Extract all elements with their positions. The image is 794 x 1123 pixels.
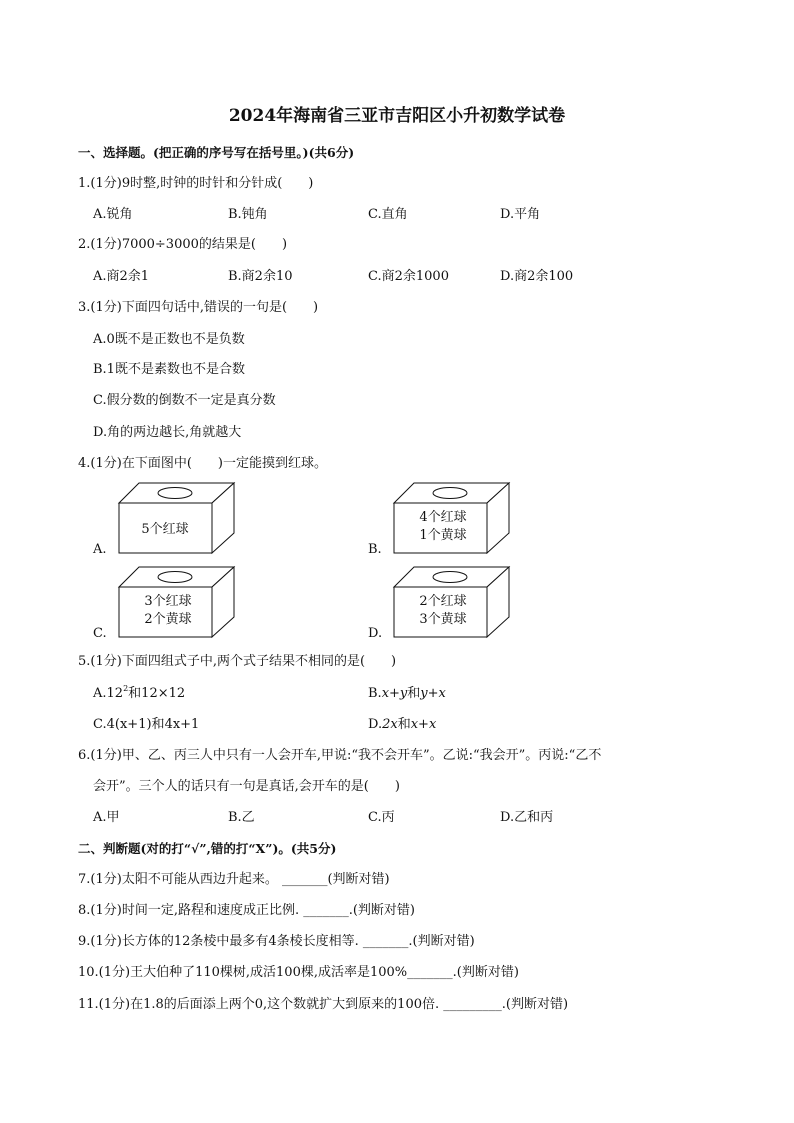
question-2-option-c[interactable]: C.商2余1000 <box>368 269 449 284</box>
judgement-7: 7.(1分)太阳不可能从西边升起来。 _______(判断对错) <box>78 872 390 887</box>
section-2-heading: 二、判断题(对的打“√”,错的打“X”)。(共5分) <box>78 841 337 856</box>
question-4-option-a[interactable]: A. <box>93 542 107 557</box>
question-2-option-d[interactable]: D.商2余100 <box>500 269 574 284</box>
question-3-option-a[interactable]: A.0既不是正数也不是负数 <box>93 332 245 347</box>
question-6-stem-line-1: 6.(1分)甲、乙、丙三人中只有一人会开车,甲说:“我不会开车”。乙说:“我会开”。丙说:“乙不 <box>78 748 602 763</box>
box-b-line-1: 4个红球 <box>419 510 467 525</box>
box-d-line-1: 2个红球 <box>419 594 467 609</box>
question-3-option-c[interactable]: C.假分数的倒数不一定是真分数 <box>93 393 276 408</box>
box-c-line-1: 3个红球 <box>144 594 192 609</box>
question-2-stem: 2.(1分)7000÷3000的结果是( ) <box>78 237 288 252</box>
question-1-option-a[interactable]: A.锐角 <box>93 207 133 222</box>
judgement-10: 10.(1分)王大伯种了110棵树,成活100棵,成活率是100%_______.(判断对错) <box>78 965 519 980</box>
box-b-line-2: 1个黄球 <box>419 528 467 543</box>
question-5-option-d[interactable] <box>368 717 436 733</box>
question-6-option-b[interactable]: B.乙 <box>228 810 255 825</box>
question-1-stem: 1.(1分)9时整,时钟的时针和分针成( ) <box>78 176 314 191</box>
question-1-option-c[interactable]: C.直角 <box>368 207 408 222</box>
box-d-line-2: 3个黄球 <box>419 612 467 627</box>
option-b-and: 和 <box>407 686 421 701</box>
option-d-label: D. <box>368 717 383 732</box>
question-3-stem: 3.(1分)下面四句话中,错误的一句是( ) <box>78 300 319 315</box>
option-c-expr-1: 4(x+1) <box>106 717 152 732</box>
option-d-expr-2: x+x <box>410 717 437 732</box>
question-6-option-c[interactable]: C.丙 <box>368 810 395 825</box>
ball-box-b-figure <box>387 477 512 557</box>
ball-box-a-figure <box>112 477 237 557</box>
question-5-option-a[interactable] <box>93 686 185 702</box>
question-5-option-c[interactable] <box>93 717 199 733</box>
option-b-expr-2: y+x <box>420 686 446 701</box>
option-d-expr-1: 2x <box>382 717 398 732</box>
ball-box-d-figure <box>387 561 512 641</box>
option-a-rest: 和12×12 <box>128 686 186 701</box>
section-1-heading: 一、选择题。(把正确的序号写在括号里。)(共6分) <box>78 145 355 160</box>
judgement-11: 11.(1分)在1.8的后面添上两个0,这个数就扩大到原来的100倍. _________.(判断对错) <box>78 997 569 1012</box>
option-a-base: 12 <box>106 686 124 701</box>
question-4-stem: 4.(1分)在下面图中( )一定能摸到红球。 <box>78 456 327 471</box>
option-c-and: 和 <box>151 717 165 732</box>
exam-title: 2024年海南省三亚市吉阳区小升初数学试卷 <box>228 106 566 126</box>
question-6-stem-line-2: 会开”。三个人的话只有一句是真话,会开车的是( ) <box>93 779 400 794</box>
question-3-option-b[interactable]: B.1既不是素数也不是合数 <box>93 362 245 377</box>
option-a-exponent: 2 <box>123 684 129 693</box>
option-a-label: A. <box>93 686 107 701</box>
question-4-option-b[interactable]: B. <box>368 542 382 557</box>
question-4-option-d[interactable]: D. <box>368 626 383 641</box>
option-c-expr-2: 4x+1 <box>164 717 200 732</box>
ball-box-c-figure <box>112 561 237 641</box>
question-4-option-c[interactable]: C. <box>93 626 107 641</box>
judgement-8: 8.(1分)时间一定,路程和速度成正比例. _______.(判断对错) <box>78 903 415 918</box>
option-b-label: B. <box>368 686 382 701</box>
box-a-line-1: 5个红球 <box>141 522 189 537</box>
question-2-option-a[interactable]: A.商2余1 <box>93 269 150 284</box>
judgement-9: 9.(1分)长方体的12条棱中最多有4条棱长度相等. _______.(判断对错) <box>78 934 475 949</box>
question-3-option-d[interactable]: D.角的两边越长,角就越大 <box>93 425 242 440</box>
option-c-label: C. <box>93 717 107 732</box>
question-5-stem: 5.(1分)下面四组式子中,两个式子结果不相同的是( ) <box>78 654 397 669</box>
question-2-option-b[interactable]: B.商2余10 <box>228 269 293 284</box>
question-6-option-a[interactable]: A.甲 <box>93 810 120 825</box>
question-1-option-b[interactable]: B.钝角 <box>228 207 268 222</box>
question-6-option-d[interactable]: D.乙和丙 <box>500 810 554 825</box>
question-1-option-d[interactable]: D.平角 <box>500 207 541 222</box>
option-d-and: 和 <box>397 717 411 732</box>
box-c-line-2: 2个黄球 <box>144 612 192 627</box>
question-5-option-b[interactable] <box>368 686 446 702</box>
option-b-expr-1: x+y <box>381 686 408 701</box>
